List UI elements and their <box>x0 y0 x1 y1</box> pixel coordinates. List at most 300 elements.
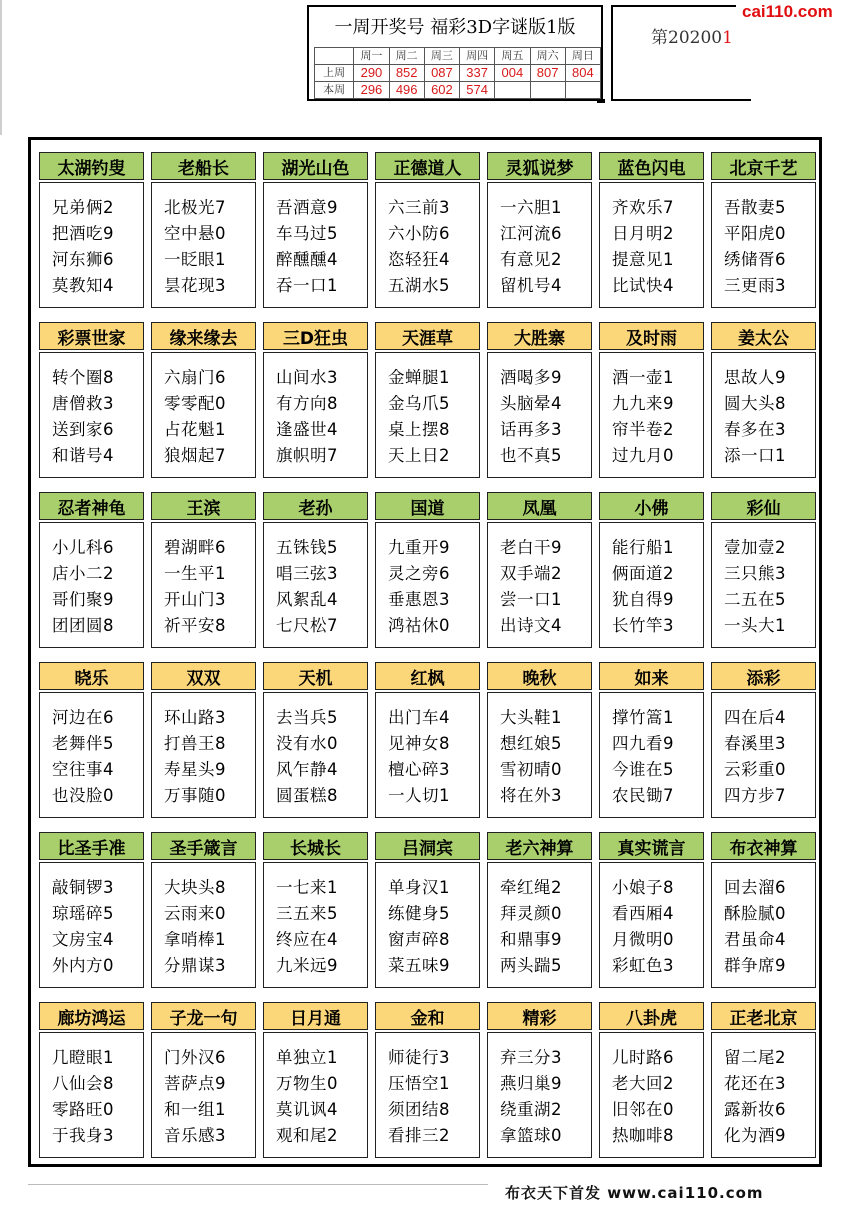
riddle-lines <box>375 182 480 308</box>
draw-number <box>530 82 565 99</box>
riddle-line: 八仙会8 <box>52 1074 114 1093</box>
riddle-lines <box>263 862 368 988</box>
corner-cell <box>315 48 354 65</box>
riddle-line: 零路旺0 <box>52 1100 114 1119</box>
author-name-header: 王滨 <box>151 492 256 520</box>
riddle-lines <box>151 352 256 478</box>
draw-number: 296 <box>354 82 389 99</box>
riddle-line: 逢盛世4 <box>276 420 338 439</box>
riddle-line: 两头踹5 <box>500 956 562 975</box>
riddle-line: 占花魁1 <box>164 420 226 439</box>
draw-number: 290 <box>354 65 389 82</box>
riddle-lines <box>39 1032 144 1158</box>
riddle-line: 也不真5 <box>500 446 562 465</box>
riddle-line: 有方向8 <box>276 394 338 413</box>
riddle-grid <box>39 152 819 1158</box>
riddle-cell <box>599 322 704 478</box>
author-name-header: 三D狂虫 <box>263 322 368 350</box>
riddle-line: 分鼎谋3 <box>164 956 226 975</box>
riddle-line: 拿哨棒1 <box>164 930 226 949</box>
riddle-line: 开山门3 <box>164 590 226 609</box>
riddle-line: 撑竹篙1 <box>612 708 674 727</box>
riddle-lines <box>151 522 256 648</box>
riddle-line: 一六胆1 <box>500 198 562 217</box>
riddle-cell <box>39 662 144 818</box>
riddle-cell <box>263 322 368 478</box>
riddle-cell <box>487 1002 592 1158</box>
riddle-line: 六三前3 <box>388 198 450 217</box>
riddle-line: 桌上摆8 <box>388 420 450 439</box>
riddle-lines <box>263 1032 368 1158</box>
author-name-header: 真实谎言 <box>599 832 704 860</box>
riddle-line: 四九看9 <box>612 734 674 753</box>
riddle-line: 风乍静4 <box>276 760 338 779</box>
riddle-cell <box>487 832 592 988</box>
riddle-line: 和鼎事9 <box>500 930 562 949</box>
riddle-line: 万事随0 <box>164 786 226 805</box>
riddle-cell <box>711 832 816 988</box>
riddle-line: 压悟空1 <box>388 1074 450 1093</box>
riddle-lines <box>151 182 256 308</box>
header-shadow <box>597 99 605 103</box>
riddle-board <box>28 137 822 1167</box>
author-name-header: 正德道人 <box>375 152 480 180</box>
issue-number-box <box>611 5 751 101</box>
riddle-lines <box>151 1032 256 1158</box>
riddle-line: 送到家6 <box>52 420 114 439</box>
riddle-cell <box>375 492 480 648</box>
footer-divider <box>28 1184 488 1185</box>
riddle-line: 须团结8 <box>388 1100 450 1119</box>
riddle-lines <box>599 862 704 988</box>
riddle-lines <box>711 1032 816 1158</box>
riddle-lines <box>487 862 592 988</box>
riddle-line: 儿时路6 <box>612 1048 674 1067</box>
riddle-line: 灵之旁6 <box>388 564 450 583</box>
weekly-results-box <box>307 5 603 101</box>
riddle-cell <box>39 322 144 478</box>
riddle-cell <box>599 152 704 308</box>
riddle-line: 菩萨点9 <box>164 1074 226 1093</box>
riddle-line: 碧湖畔6 <box>164 538 226 557</box>
this-week-row <box>315 82 601 99</box>
riddle-line: 九九来9 <box>612 394 674 413</box>
day-label: 周日 <box>565 48 600 65</box>
draw-number: 807 <box>530 65 565 82</box>
riddle-line: 云彩重0 <box>724 760 786 779</box>
riddle-lines <box>599 352 704 478</box>
riddle-line: 六小防6 <box>388 224 450 243</box>
riddle-line: 绣储胥6 <box>724 250 786 269</box>
riddle-line: 春多在3 <box>724 420 786 439</box>
riddle-line: 出门车4 <box>388 708 450 727</box>
riddle-line: 化为酒9 <box>724 1126 786 1145</box>
riddle-lines <box>711 862 816 988</box>
riddle-line: 江河流6 <box>500 224 562 243</box>
author-name-header: 晚秋 <box>487 662 592 690</box>
riddle-cell <box>39 492 144 648</box>
riddle-line: 文房宝4 <box>52 930 114 949</box>
riddle-line: 菜五味9 <box>388 956 450 975</box>
riddle-line: 垂惠恩3 <box>388 590 450 609</box>
riddle-cell <box>263 1002 368 1158</box>
day-label: 周五 <box>495 48 530 65</box>
riddle-lines <box>263 182 368 308</box>
riddle-cell <box>711 152 816 308</box>
riddle-line: 三五来5 <box>276 904 338 923</box>
riddle-lines <box>599 692 704 818</box>
riddle-line: 小儿科6 <box>52 538 114 557</box>
author-name-header: 长城长 <box>263 832 368 860</box>
riddle-lines <box>487 522 592 648</box>
riddle-line: 留二尾2 <box>724 1048 786 1067</box>
riddle-line: 零零配0 <box>164 394 226 413</box>
author-name-header: 圣手箴言 <box>151 832 256 860</box>
riddle-line: 把酒吃9 <box>52 224 114 243</box>
riddle-line: 唐僧救3 <box>52 394 114 413</box>
riddle-line: 山间水3 <box>276 368 338 387</box>
author-name-header: 双双 <box>151 662 256 690</box>
riddle-line: 帘半卷2 <box>612 420 674 439</box>
riddle-line: 醉醺醺4 <box>276 250 338 269</box>
riddle-lines <box>711 692 816 818</box>
riddle-line: 转个圈8 <box>52 368 114 387</box>
day-label: 周二 <box>389 48 424 65</box>
day-label: 周四 <box>460 48 495 65</box>
issue-number <box>651 23 733 48</box>
draw-number <box>495 82 530 99</box>
riddle-line: 单身汉1 <box>388 878 450 897</box>
riddle-cell <box>39 152 144 308</box>
author-name-header: 添彩 <box>711 662 816 690</box>
riddle-line: 俩面道2 <box>612 564 674 583</box>
author-name-header: 日月通 <box>263 1002 368 1030</box>
riddle-line: 莫讥讽4 <box>276 1100 338 1119</box>
riddle-line: 雪初晴0 <box>500 760 562 779</box>
weekly-results-table <box>314 47 601 99</box>
riddle-line: 日月明2 <box>612 224 674 243</box>
draw-number: 496 <box>389 82 424 99</box>
day-label: 周三 <box>424 48 459 65</box>
riddle-line: 一生平1 <box>164 564 226 583</box>
riddle-line: 店小二2 <box>52 564 114 583</box>
riddle-line: 琼瑶碎5 <box>52 904 114 923</box>
riddle-line: 窗声碎8 <box>388 930 450 949</box>
riddle-cell <box>263 832 368 988</box>
riddle-lines <box>711 352 816 478</box>
riddle-line: 一七来1 <box>276 878 338 897</box>
author-name-header: 如来 <box>599 662 704 690</box>
riddle-cell <box>711 492 816 648</box>
riddle-line: 一眨眼1 <box>164 250 226 269</box>
riddle-line: 过九月0 <box>612 446 674 465</box>
left-border-line <box>0 0 2 135</box>
weekly-results-title: 一周开奖号 福彩3D字谜版1版 <box>334 17 576 38</box>
author-name-header: 北京千艺 <box>711 152 816 180</box>
riddle-line: 拜灵颜0 <box>500 904 562 923</box>
riddle-line: 君虽命4 <box>724 930 786 949</box>
riddle-line: 话再多3 <box>500 420 562 439</box>
riddle-lines <box>711 522 816 648</box>
riddle-line: 大块头8 <box>164 878 226 897</box>
author-name-header: 老船长 <box>151 152 256 180</box>
riddle-line: 花还在3 <box>724 1074 786 1093</box>
author-name-header: 子龙一句 <box>151 1002 256 1030</box>
riddle-line: 七尺松7 <box>276 616 338 635</box>
riddle-cell <box>151 832 256 988</box>
riddle-line: 平阳虎0 <box>724 224 786 243</box>
riddle-line: 几瞪眼1 <box>52 1048 114 1067</box>
riddle-line: 二五在5 <box>724 590 786 609</box>
riddle-line: 四在后4 <box>724 708 786 727</box>
riddle-line: 壹加壹2 <box>724 538 786 557</box>
riddle-line: 想红娘5 <box>500 734 562 753</box>
author-name-header: 老孙 <box>263 492 368 520</box>
riddle-line: 小娘子8 <box>612 878 674 897</box>
riddle-line: 长竹竿3 <box>612 616 674 635</box>
riddle-line: 头脑晕4 <box>500 394 562 413</box>
riddle-lines <box>599 522 704 648</box>
riddle-cell <box>711 1002 816 1158</box>
author-name-header: 精彩 <box>487 1002 592 1030</box>
riddle-lines <box>375 692 480 818</box>
author-name-header: 缘来缘去 <box>151 322 256 350</box>
riddle-lines <box>487 352 592 478</box>
draw-number: 087 <box>424 65 459 82</box>
riddle-lines <box>487 182 592 308</box>
last-week-label: 上周 <box>315 65 354 82</box>
riddle-lines <box>151 692 256 818</box>
days-row <box>315 48 601 65</box>
riddle-cell <box>711 662 816 818</box>
riddle-line: 空中悬0 <box>164 224 226 243</box>
last-week-row <box>315 65 601 82</box>
riddle-line: 见神女8 <box>388 734 450 753</box>
this-week-label: 本周 <box>315 82 354 99</box>
riddle-line: 外内方0 <box>52 956 114 975</box>
riddle-cell <box>487 492 592 648</box>
riddle-cell <box>263 662 368 818</box>
riddle-line: 彩虹色3 <box>612 956 674 975</box>
riddle-line: 唱三弦3 <box>276 564 338 583</box>
riddle-lines <box>487 692 592 818</box>
riddle-line: 空往事4 <box>52 760 114 779</box>
riddle-lines <box>375 1032 480 1158</box>
riddle-cell <box>599 1002 704 1158</box>
riddle-cell <box>599 492 704 648</box>
riddle-cell <box>151 322 256 478</box>
riddle-cell <box>151 1002 256 1158</box>
author-name-header: 灵狐说梦 <box>487 152 592 180</box>
riddle-line: 门外汉6 <box>164 1048 226 1067</box>
riddle-line: 团团圆8 <box>52 616 114 635</box>
riddle-line: 和一组1 <box>164 1100 226 1119</box>
riddle-line: 看西厢4 <box>612 904 674 923</box>
riddle-lines <box>711 182 816 308</box>
riddle-line: 练健身5 <box>388 904 450 923</box>
riddle-line: 比试快4 <box>612 276 674 295</box>
riddle-line: 思故人9 <box>724 368 786 387</box>
riddle-lines <box>39 522 144 648</box>
riddle-line: 打兽王8 <box>164 734 226 753</box>
author-name-header: 彩仙 <box>711 492 816 520</box>
riddle-line: 一头大1 <box>724 616 786 635</box>
riddle-line: 莫教知4 <box>52 276 114 295</box>
riddle-cell <box>487 152 592 308</box>
riddle-cell <box>375 832 480 988</box>
riddle-cell <box>263 492 368 648</box>
riddle-cell <box>375 1002 480 1158</box>
riddle-cell <box>599 662 704 818</box>
riddle-line: 环山路3 <box>164 708 226 727</box>
author-name-header: 蓝色闪电 <box>599 152 704 180</box>
riddle-cell <box>487 662 592 818</box>
riddle-cell <box>375 152 480 308</box>
riddle-cell <box>39 1002 144 1158</box>
author-name-header: 大胜寨 <box>487 322 592 350</box>
riddle-line: 酒喝多9 <box>500 368 562 387</box>
riddle-line: 燕归巢9 <box>500 1074 562 1093</box>
riddle-line: 四方步7 <box>724 786 786 805</box>
author-name-header: 天机 <box>263 662 368 690</box>
riddle-line: 拿篮球0 <box>500 1126 562 1145</box>
riddle-line: 酒一壶1 <box>612 368 674 387</box>
riddle-line: 回去溜6 <box>724 878 786 897</box>
riddle-line: 和谐号4 <box>52 446 114 465</box>
riddle-cell <box>487 322 592 478</box>
riddle-line: 三更雨3 <box>724 276 786 295</box>
site-logo[interactable]: cai110.com <box>742 2 833 21</box>
riddle-line: 金蝉腿1 <box>388 368 450 387</box>
day-label: 周六 <box>530 48 565 65</box>
riddle-line: 去当兵5 <box>276 708 338 727</box>
riddle-line: 双手端2 <box>500 564 562 583</box>
riddle-lines <box>39 862 144 988</box>
draw-number: 574 <box>460 82 495 99</box>
riddle-lines <box>375 522 480 648</box>
riddle-line: 祈平安8 <box>164 616 226 635</box>
riddle-line: 老大回2 <box>612 1074 674 1093</box>
riddle-line: 观和尾2 <box>276 1126 338 1145</box>
riddle-line: 吾酒意9 <box>276 198 338 217</box>
author-name-header: 天涯草 <box>375 322 480 350</box>
riddle-line: 昙花现3 <box>164 276 226 295</box>
riddle-lines <box>39 352 144 478</box>
riddle-lines <box>375 862 480 988</box>
riddle-line: 将在外3 <box>500 786 562 805</box>
author-name-header: 湖光山色 <box>263 152 368 180</box>
riddle-line: 出诗文4 <box>500 616 562 635</box>
author-name-header: 太湖钓叟 <box>39 152 144 180</box>
author-name-header: 金和 <box>375 1002 480 1030</box>
riddle-line: 北极光7 <box>164 198 226 217</box>
riddle-cell <box>39 832 144 988</box>
riddle-line: 看排三2 <box>388 1126 450 1145</box>
draw-number: 004 <box>495 65 530 82</box>
riddle-lines <box>375 352 480 478</box>
author-name-header: 八卦虎 <box>599 1002 704 1030</box>
riddle-cell <box>151 662 256 818</box>
riddle-line: 风絮乱4 <box>276 590 338 609</box>
riddle-lines <box>151 862 256 988</box>
author-name-header: 红枫 <box>375 662 480 690</box>
riddle-line: 旗帜明7 <box>276 446 338 465</box>
riddle-line: 河边在6 <box>52 708 114 727</box>
riddle-line: 齐欢乐7 <box>612 198 674 217</box>
day-label: 周一 <box>354 48 389 65</box>
riddle-line: 添一口1 <box>724 446 786 465</box>
riddle-line: 于我身3 <box>52 1126 114 1145</box>
author-name-header: 小佛 <box>599 492 704 520</box>
riddle-line: 酥脸腻0 <box>724 904 786 923</box>
riddle-line: 也没脸0 <box>52 786 114 805</box>
author-name-header: 老六神算 <box>487 832 592 860</box>
riddle-lines <box>263 522 368 648</box>
author-name-header: 彩票世家 <box>39 322 144 350</box>
riddle-cell <box>599 832 704 988</box>
riddle-lines <box>263 352 368 478</box>
riddle-lines <box>39 182 144 308</box>
riddle-line: 老舞伴5 <box>52 734 114 753</box>
riddle-line: 单独立1 <box>276 1048 338 1067</box>
riddle-line: 敲铜锣3 <box>52 878 114 897</box>
riddle-line: 旧邻在0 <box>612 1100 674 1119</box>
riddle-cell <box>711 322 816 478</box>
author-name-header: 比圣手准 <box>39 832 144 860</box>
riddle-line: 五铢钱5 <box>276 538 338 557</box>
author-name-header: 廊坊鸿运 <box>39 1002 144 1030</box>
riddle-line: 留机号4 <box>500 276 562 295</box>
riddle-line: 圆大头8 <box>724 394 786 413</box>
riddle-cell <box>151 152 256 308</box>
riddle-line: 圆蛋糕8 <box>276 786 338 805</box>
riddle-lines <box>487 1032 592 1158</box>
riddle-line: 老白干9 <box>500 538 562 557</box>
riddle-line: 犹自得9 <box>612 590 674 609</box>
riddle-lines <box>39 692 144 818</box>
riddle-line: 车马过5 <box>276 224 338 243</box>
riddle-line: 绕重湖2 <box>500 1100 562 1119</box>
author-name-header: 吕洞宾 <box>375 832 480 860</box>
riddle-line: 热咖啡8 <box>612 1126 674 1145</box>
riddle-line: 弃三分3 <box>500 1048 562 1067</box>
riddle-cell <box>151 492 256 648</box>
riddle-line: 哥们聚9 <box>52 590 114 609</box>
riddle-line: 九重开9 <box>388 538 450 557</box>
riddle-line: 吾散妻5 <box>724 198 786 217</box>
author-name-header: 晓乐 <box>39 662 144 690</box>
author-name-header: 姜太公 <box>711 322 816 350</box>
riddle-line: 鸿祜休0 <box>388 616 450 635</box>
riddle-cell <box>263 152 368 308</box>
riddle-line: 河东狮6 <box>52 250 114 269</box>
author-name-header: 及时雨 <box>599 322 704 350</box>
riddle-line: 一人切1 <box>388 786 450 805</box>
riddle-line: 金乌爪5 <box>388 394 450 413</box>
riddle-line: 三只熊3 <box>724 564 786 583</box>
author-name-header: 布衣神算 <box>711 832 816 860</box>
riddle-line: 吞一口1 <box>276 276 338 295</box>
footer-credit[interactable]: 布衣天下首发 www.cai110.com <box>505 1184 764 1202</box>
riddle-line: 狼烟起7 <box>164 446 226 465</box>
riddle-cell <box>375 322 480 478</box>
author-name-header: 忍者神龟 <box>39 492 144 520</box>
riddle-line: 能行船1 <box>612 538 674 557</box>
riddle-line: 檀心碎3 <box>388 760 450 779</box>
author-name-header: 国道 <box>375 492 480 520</box>
draw-number <box>565 82 600 99</box>
draw-number: 804 <box>565 65 600 82</box>
